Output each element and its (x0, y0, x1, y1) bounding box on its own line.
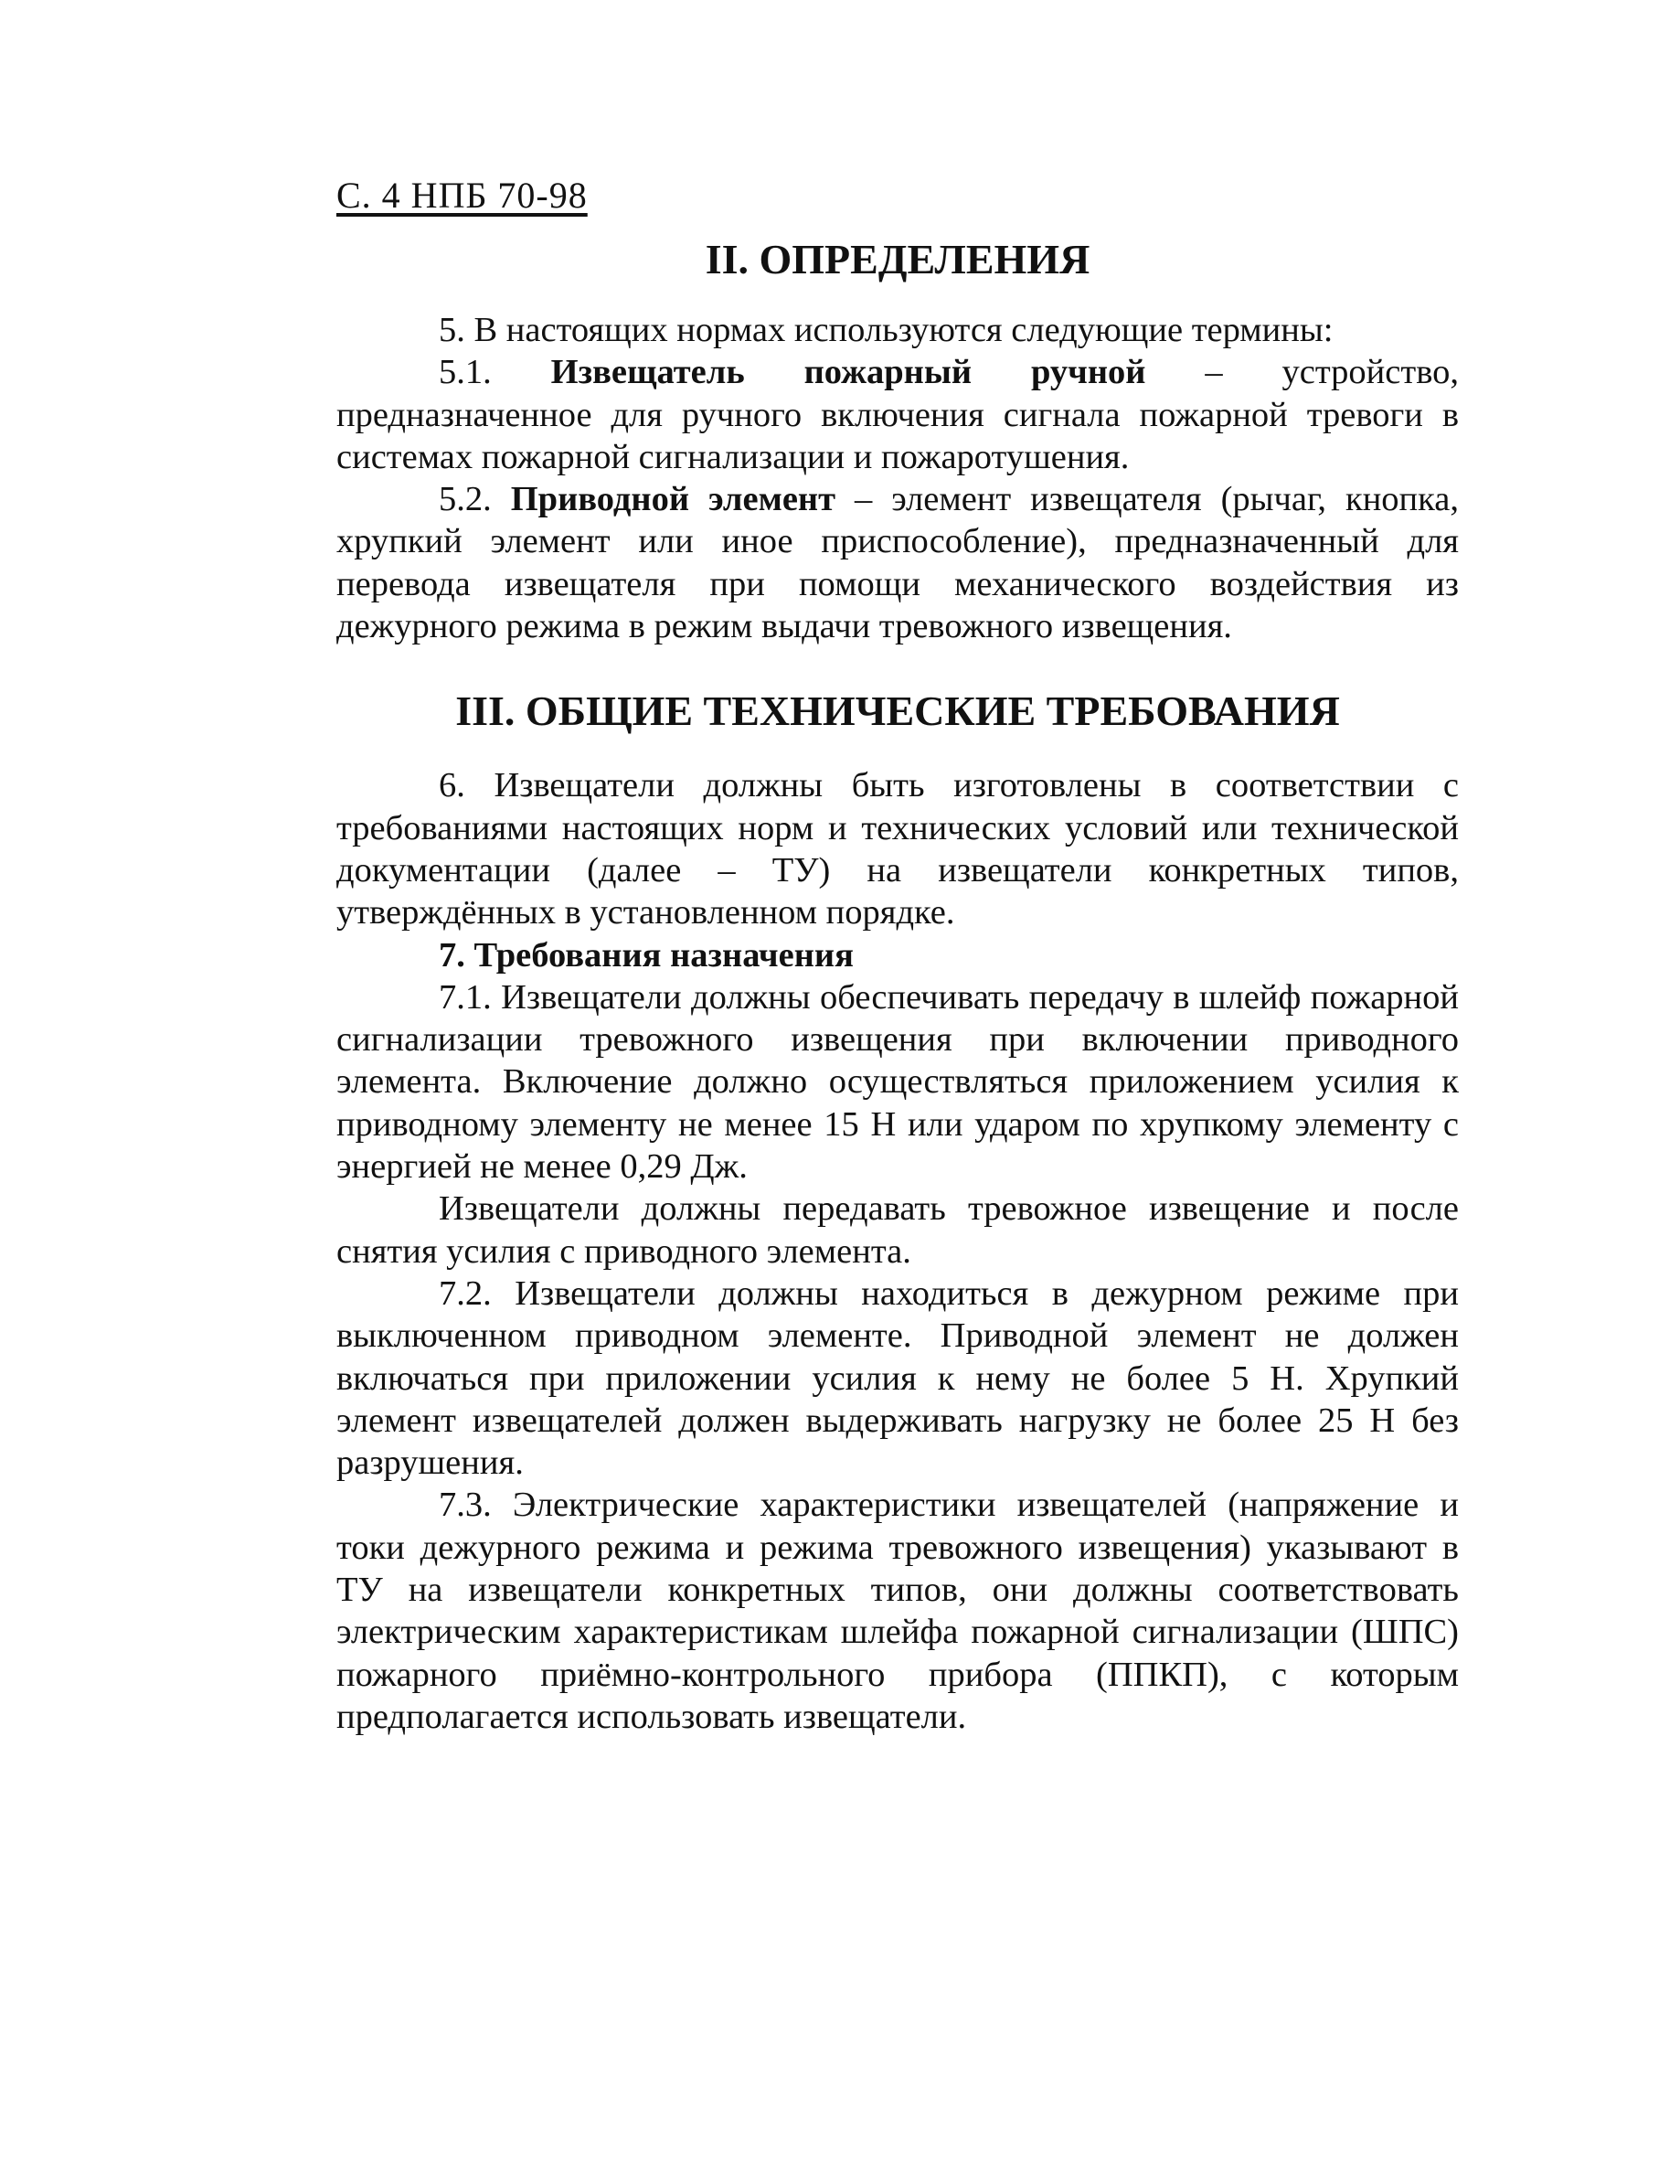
paragraph-5-2 (336, 478, 1459, 647)
paragraph-6: 6. Извещатели должны быть изготовлены в соответствии с требованиями настоящих норм и технических условий или технической документации (далее – ТУ) на извещатели конкретных типов, утверждённых в установленном порядке. (336, 766, 1459, 932)
paragraph-7-2: 7.2. Извещатели должны находиться в дежурном режиме при выключенном приводном элементе. Приводной элемент не должен включаться при приложении усилия к нему не более 5 Н. Хрупкий элемент извещателей должен выдерживать нагрузку не более 25 Н без разрушения. (336, 1273, 1459, 1483)
paragraph-7-3: 7.3. Электрические характеристики извещателей (напряжение и токи дежурного режима и режима тревожного извещения) указывают в ТУ на извещатели конкретных типов, они должны соответствовать электрическим характеристикам шлейфа пожарной сигнализации (ШПС) пожарного приёмно-контрольного прибора (ППКП), с которым предполагается использовать извещатели. (336, 1486, 1459, 1736)
section-title-definitions: II. ОПРЕДЕЛЕНИЯ (705, 236, 1090, 282)
paragraph-5-1 (336, 351, 1459, 478)
term-drive-element: Приводной элемент (510, 480, 836, 519)
page-header: С. 4 НПБ 70-98 (336, 175, 588, 216)
definition-text: – устройство, предназначенное для ручного включения сигнала пожарной тревоги в системах пожарной сигнализации и пожаротушения. (336, 353, 1459, 476)
document-page (336, 174, 1459, 1738)
paragraph-number: 5.2. (439, 480, 492, 519)
paragraph-7-1: 7.1. Извещатели должны обеспечивать передачу в шлейф пожарной сигнализации тревожного извещения при включении приводного элемента. Включение должно осуществляться приложением усилия к приводному элементу не менее 15 Н или ударом по хрупкому элементу с энергией не менее 0,29 Дж. (336, 977, 1459, 1187)
definition-text: – элемент извещателя (рычаг, кнопка, хрупкий элемент или иное приспособление), предназначенный для перевода извещателя при помощи механического воздействия из дежурного режима в режим выдачи тревожного извещения. (336, 480, 1459, 646)
paragraph-7-heading: 7. Требования назначения (439, 935, 854, 975)
paragraph-7-1-continuation: Извещатели должны передавать тревожное извещение и после снятия усилия с приводного элемента. (336, 1189, 1459, 1271)
paragraph-5: 5. В настоящих нормах используются следующие термины: (439, 311, 1334, 349)
term-manual-detector: Извещатель пожарный ручной (550, 353, 1146, 392)
section-title-general-requirements: III. ОБЩИЕ ТЕХНИЧЕСКИЕ ТРЕБОВАНИЯ (455, 687, 1340, 735)
paragraph-number: 5.1. (439, 353, 492, 392)
